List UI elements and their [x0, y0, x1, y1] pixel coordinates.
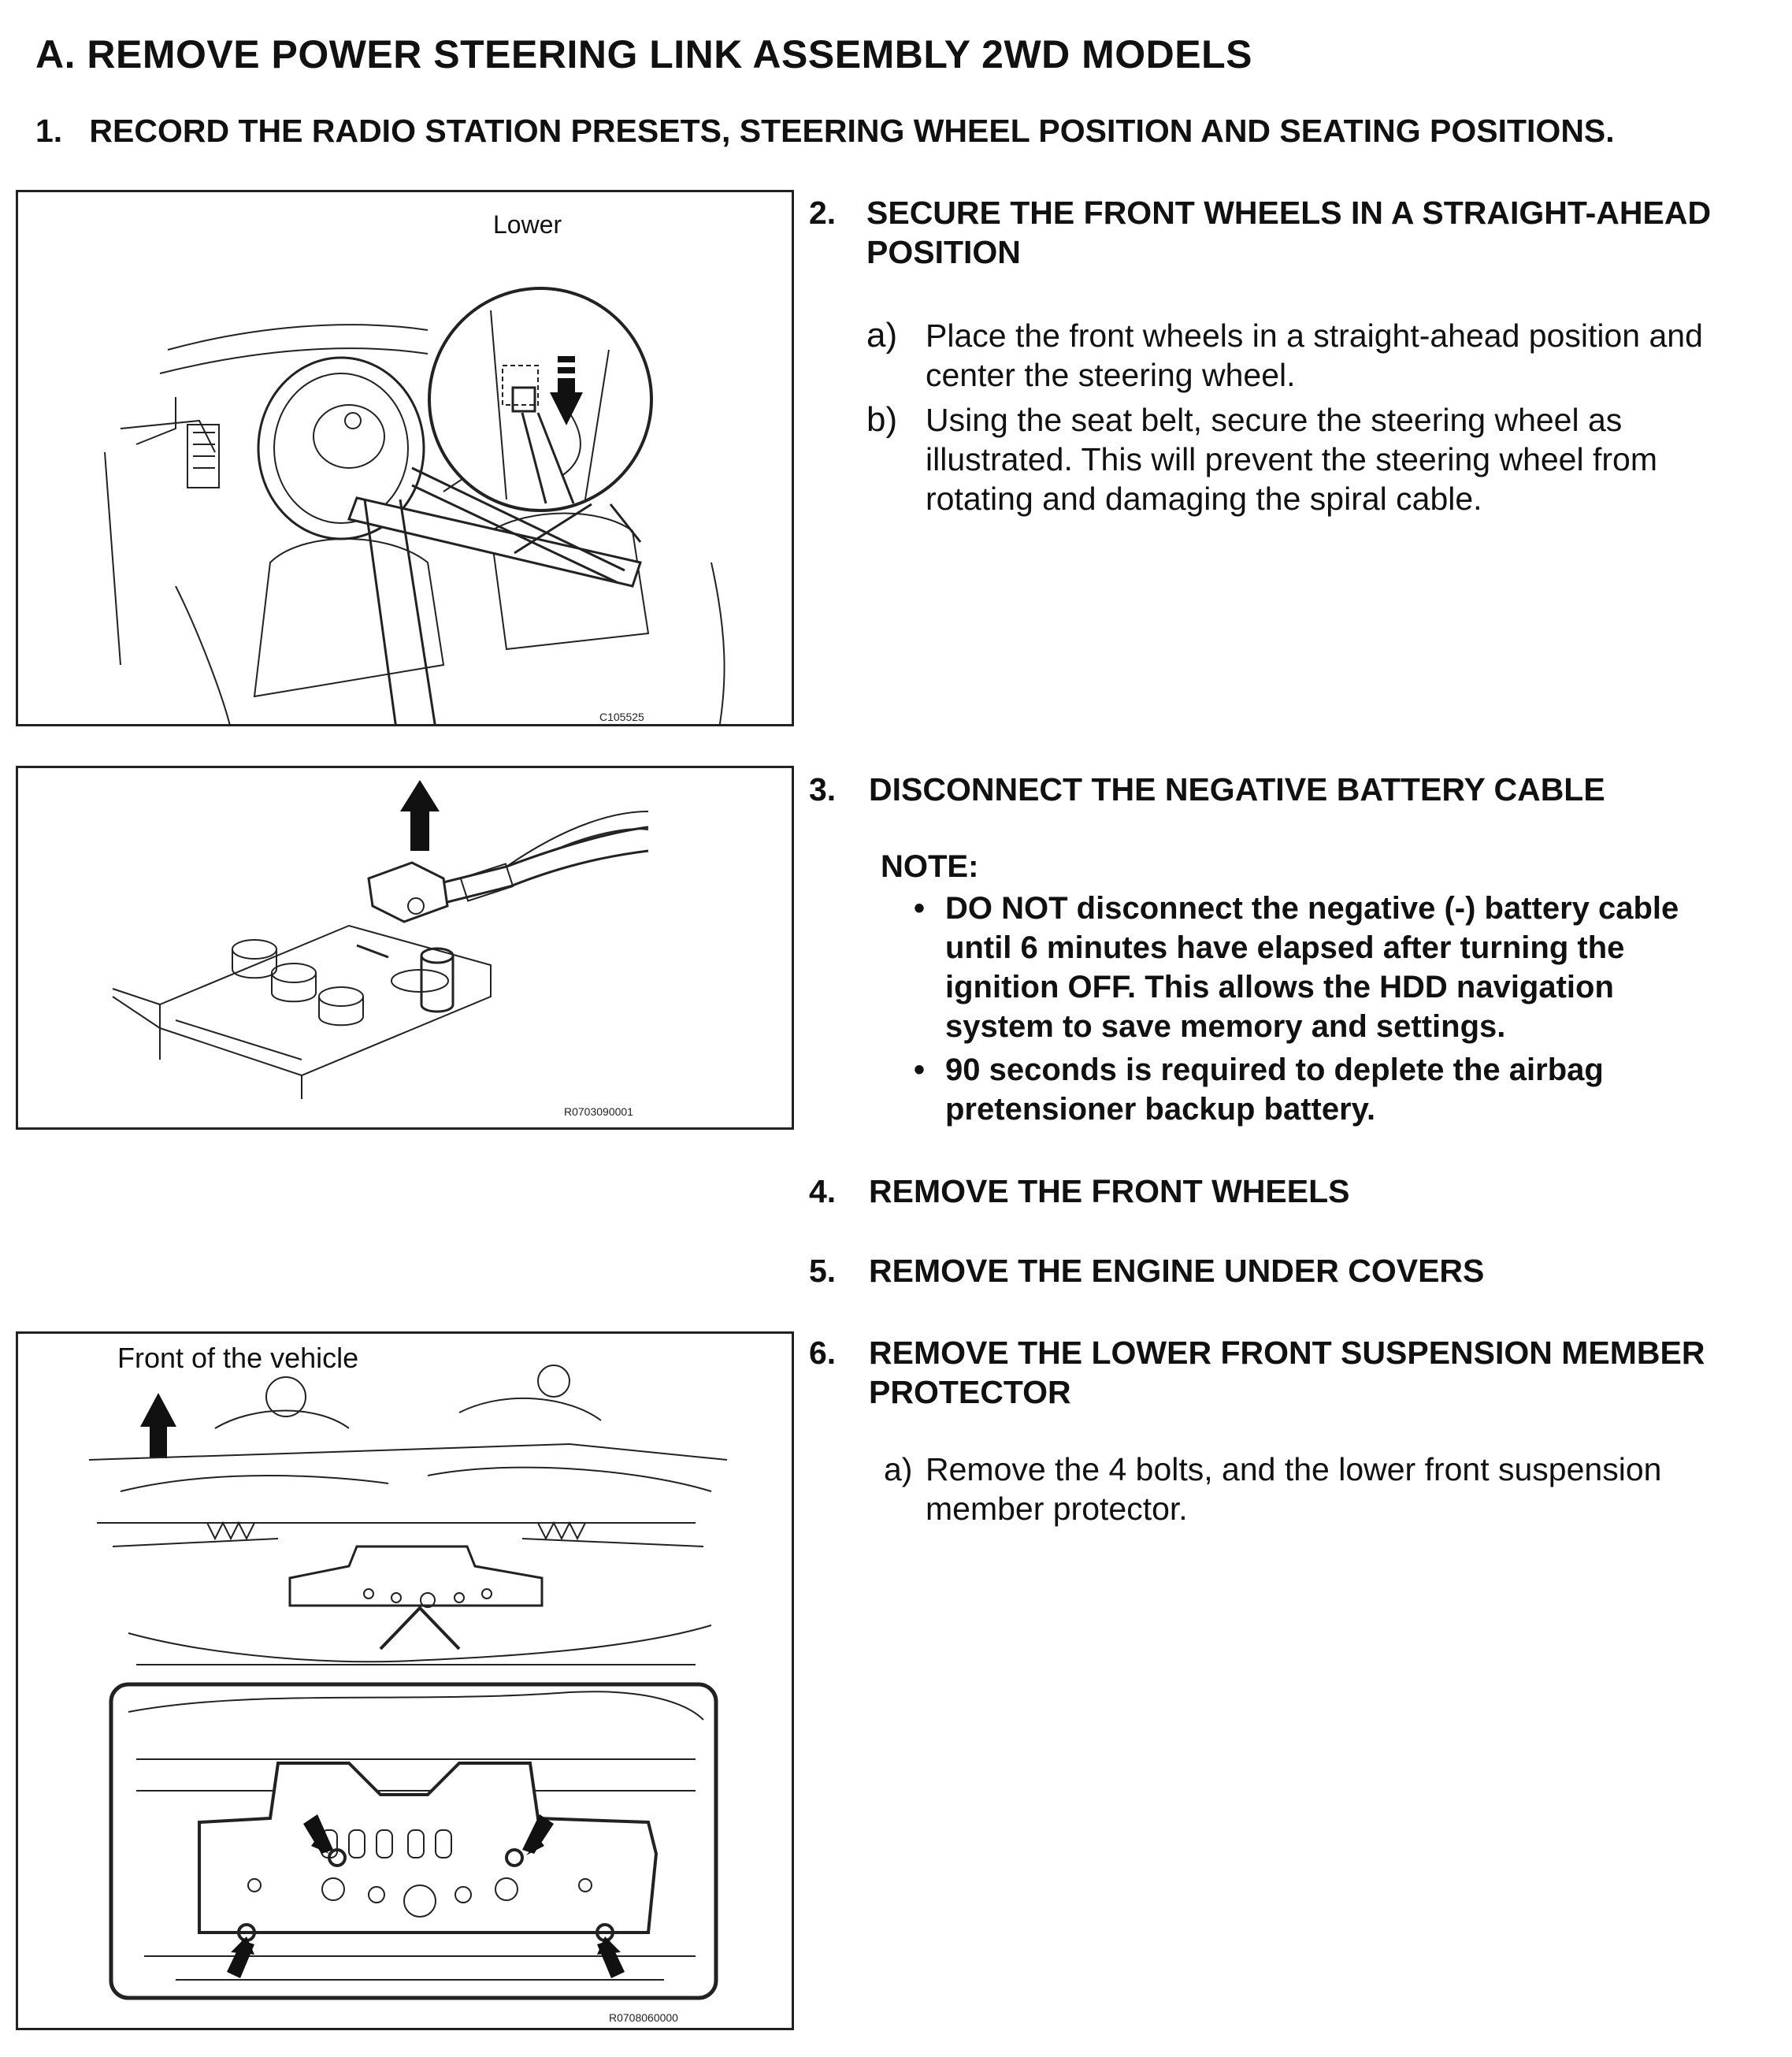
substep-b-line3: rotating and damaging the spiral cable.: [926, 481, 1482, 517]
bullet-1-line3: ignition OFF. This allows the HDD navigation: [945, 970, 1614, 1004]
step-6-title-line1: REMOVE THE LOWER FRONT SUSPENSION MEMBER: [869, 1335, 1705, 1371]
step-2-substep-b: [866, 400, 1780, 518]
step-3: [809, 770, 1786, 809]
step-5: [809, 1251, 1786, 1290]
step-6-substep-a: [884, 1450, 1782, 1528]
lower-label: Lower: [493, 210, 562, 239]
substep-a-line1: Place the front wheels in a straight-ahead position and: [926, 317, 1703, 354]
step-2-title-line2: POSITION: [866, 234, 1021, 270]
step-5-number: 5.: [809, 1253, 837, 1289]
step-3-number: 3.: [809, 771, 837, 808]
step-4-number: 4.: [809, 1173, 837, 1209]
figure-suspension-protector: [16, 1331, 794, 2030]
step-6: [809, 1333, 1786, 1412]
note-bullet-2: [914, 1050, 1780, 1129]
figure-code: R0703090001: [564, 1105, 633, 1118]
step-5-title: REMOVE THE ENGINE UNDER COVERS: [869, 1253, 1485, 1289]
bullet-1-line1: DO NOT disconnect the negative (-) battery cable: [945, 891, 1679, 926]
section-title: A. REMOVE POWER STEERING LINK ASSEMBLY 2WD MODELS: [35, 32, 1253, 76]
front-of-vehicle-label: Front of the vehicle: [117, 1342, 359, 1374]
step-6-title-line2: PROTECTOR: [869, 1374, 1071, 1410]
step-2: [809, 193, 1786, 272]
bullet-1-line2: until 6 minutes have elapsed after turning the: [945, 930, 1625, 965]
step-2-number: 2.: [809, 195, 837, 231]
bullet-2-line1: 90 seconds is required to deplete the airbag: [945, 1053, 1604, 1087]
bullet-dot: •: [914, 1053, 926, 1087]
substep-b-label: b): [866, 400, 898, 439]
step-4: [809, 1171, 1786, 1211]
figure-code: C105525: [599, 711, 644, 723]
note-title: NOTE:: [881, 849, 979, 884]
steering-seatbelt-illustration: [18, 192, 794, 726]
battery-cable-illustration: [18, 768, 794, 1130]
figure-code: R0708060000: [609, 2011, 678, 2024]
step-2-substep-a: [866, 316, 1780, 395]
bullet-2-line2: pretensioner backup battery.: [945, 1092, 1376, 1127]
note-bullet-1: [914, 889, 1780, 1046]
suspension-protector-illustration: [18, 1334, 794, 2030]
substep-a-label: a): [866, 316, 898, 355]
step-1-number: 1.: [35, 113, 63, 149]
step-4-title: REMOVE THE FRONT WHEELS: [869, 1173, 1350, 1209]
substep-b-line2: illustrated. This will prevent the steering wheel from: [926, 441, 1657, 477]
step-2-title-line1: SECURE THE FRONT WHEELS IN A STRAIGHT-AHEAD: [866, 195, 1712, 231]
bullet-1-line4: system to save memory and settings.: [945, 1009, 1506, 1044]
figure-steering-wheel-seatbelt: [16, 190, 794, 726]
substep-a-line2: member protector.: [926, 1491, 1188, 1527]
step-1-text: RECORD THE RADIO STATION PRESETS, STEERING WHEEL POSITION AND SEATING POSITIONS.: [89, 113, 1615, 149]
step-1: [35, 113, 1615, 150]
figure-battery-cable: [16, 766, 794, 1130]
substep-a-label: a): [884, 1451, 913, 1487]
step-6-number: 6.: [809, 1335, 837, 1371]
step-3-title: DISCONNECT THE NEGATIVE BATTERY CABLE: [869, 771, 1605, 808]
substep-a-line2: center the steering wheel.: [926, 357, 1296, 393]
substep-a-line1: Remove the 4 bolts, and the lower front suspension: [926, 1451, 1662, 1487]
bullet-dot: •: [914, 891, 926, 926]
substep-b-line1: Using the seat belt, secure the steering wheel as: [926, 402, 1623, 438]
